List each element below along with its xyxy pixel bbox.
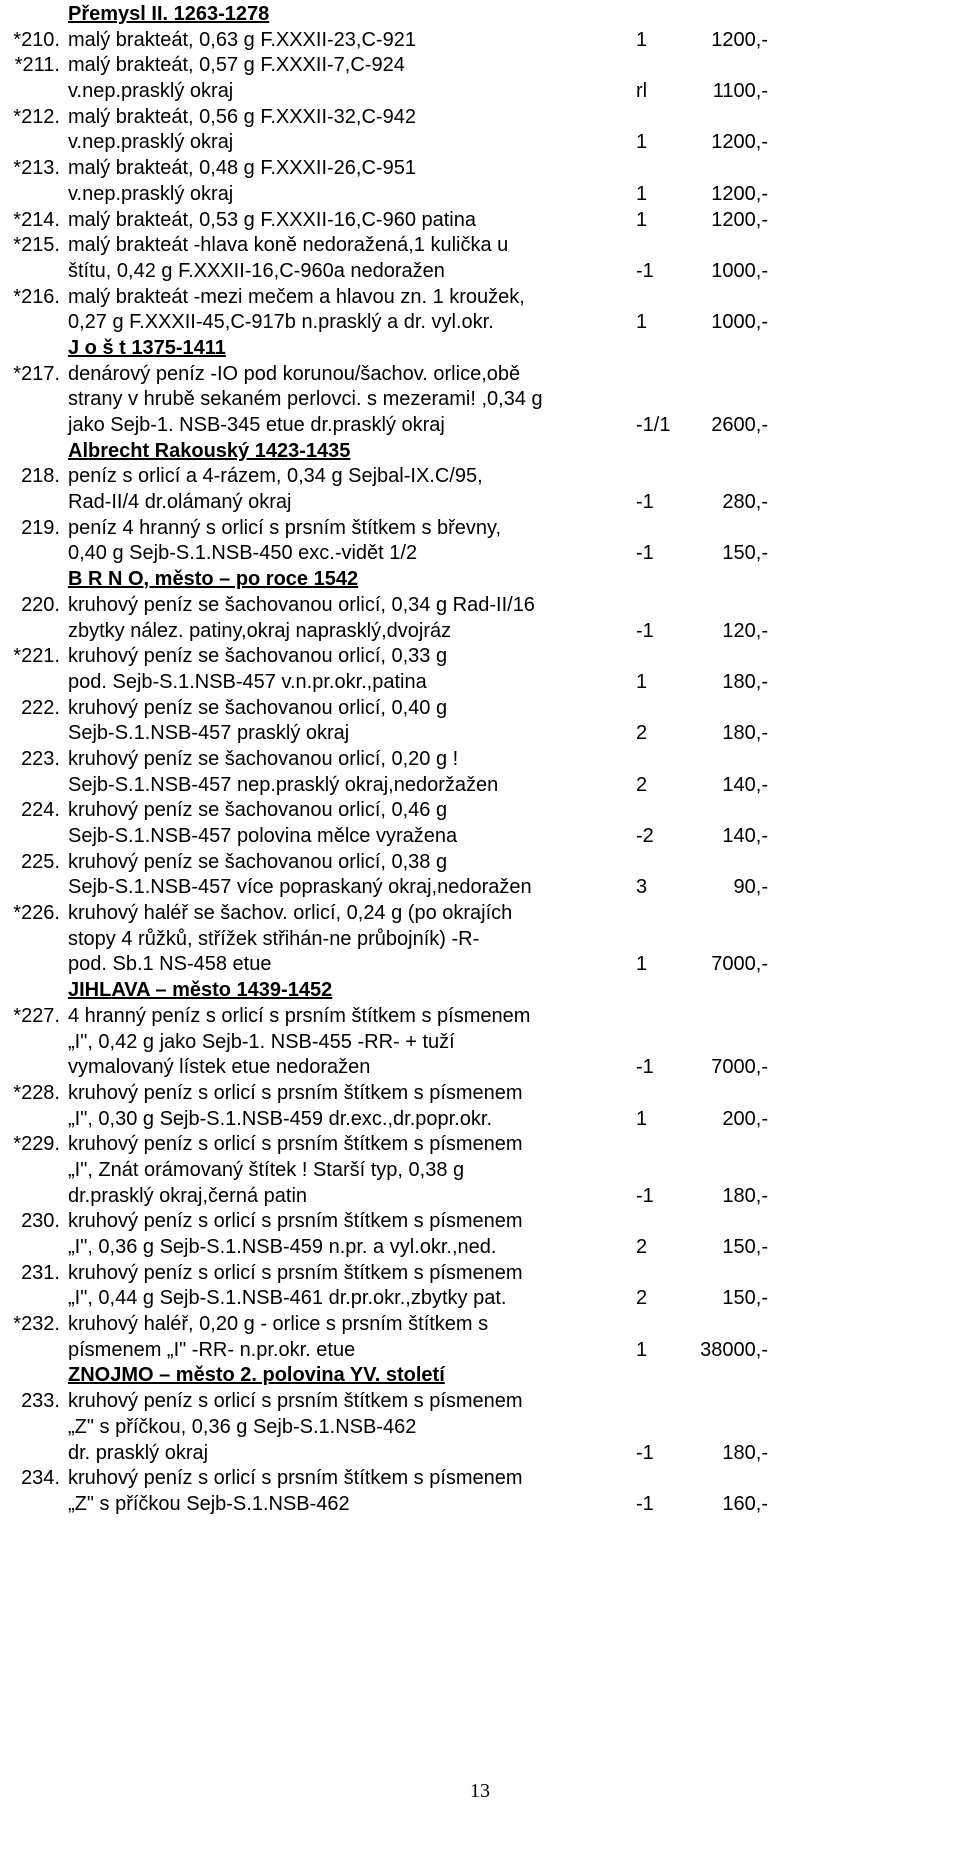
catalog-line bbox=[0, 79, 960, 105]
price: 1200,- bbox=[711, 28, 768, 51]
item-description: „Z" s příčkou, 0,36 g Sejb-S.1.NSB-462 bbox=[68, 1415, 417, 1438]
item-description: jako Sejb-1. NSB-345 etue dr.prasklý okraj bbox=[68, 414, 445, 436]
price: 200,- bbox=[722, 1107, 768, 1130]
item-description: malý brakteát -hlava koně nedoražená,1 kulička u bbox=[68, 234, 509, 257]
section-heading-text: B R N O, město – po roce 1542 bbox=[68, 568, 359, 591]
item-description: zbytky nález. patiny,okraj naprasklý,dvojráz bbox=[68, 619, 452, 642]
item-description: malý brakteát -mezi mečem a hlavou zn. 1 kroužek, bbox=[68, 285, 525, 308]
quality-grade: 1 bbox=[636, 208, 648, 231]
quality-grade: 1 bbox=[636, 131, 648, 154]
item-description: malý brakteát, 0,57 g F.XXXII-7,C-924 bbox=[68, 54, 405, 77]
lot-number: *232. bbox=[13, 1313, 60, 1336]
catalog-line bbox=[0, 362, 960, 388]
item-description: malý brakteát, 0,53 g F.XXXII-16,C-960 patina bbox=[68, 208, 476, 231]
price: 180,- bbox=[722, 722, 768, 745]
price: 180,- bbox=[722, 1441, 768, 1464]
item-description: 0,40 g Sejb-S.1.NSB-450 exc.-vidět 1/2 bbox=[68, 542, 418, 565]
quality-grade: -1 bbox=[636, 1441, 654, 1464]
quality-grade: -1 bbox=[636, 1492, 654, 1515]
item-description: kruhový peníz se šachovanou orlicí, 0,40 g bbox=[68, 696, 448, 719]
catalog-line bbox=[0, 1415, 960, 1441]
item-description: strany v hrubě sekaném perlovci. s mezerami! ,0,34 g bbox=[68, 388, 543, 411]
item-description: malý brakteát, 0,63 g F.XXXII-23,C-921 bbox=[68, 28, 416, 51]
catalog-line bbox=[0, 1312, 960, 1338]
price: 1000,- bbox=[711, 311, 768, 334]
lot-number: *216. bbox=[13, 285, 60, 308]
catalog-line bbox=[0, 850, 960, 876]
catalog-line bbox=[0, 490, 960, 516]
item-description: kruhový haléř, 0,20 g - orlice s prsním štítkem s bbox=[68, 1313, 489, 1336]
quality-grade: 3 bbox=[636, 876, 648, 899]
quality-grade: rl bbox=[636, 80, 648, 103]
lot-number: 220. bbox=[21, 593, 60, 616]
catalog-line bbox=[0, 901, 960, 927]
catalog-line bbox=[0, 1030, 960, 1056]
catalog-line bbox=[0, 413, 960, 439]
item-description: kruhový peníz s orlicí s prsním štítkem s písmenem bbox=[68, 1390, 523, 1413]
price: 150,- bbox=[722, 1287, 768, 1310]
item-description: malý brakteát, 0,56 g F.XXXII-32,C-942 bbox=[68, 105, 416, 128]
catalog-line bbox=[0, 1441, 960, 1467]
catalog-line bbox=[0, 875, 960, 901]
item-description: kruhový peníz se šachovanou orlicí, 0,46 g bbox=[68, 799, 448, 822]
item-description: kruhový peníz se šachovanou orlicí, 0,20 g ! bbox=[68, 747, 459, 770]
catalog-line bbox=[0, 773, 960, 799]
price: 90,- bbox=[733, 876, 768, 899]
quality-grade: 2 bbox=[636, 1287, 648, 1310]
quality-grade: 1 bbox=[636, 670, 648, 693]
item-description: dr. prasklý okraj bbox=[68, 1441, 209, 1464]
catalog-line bbox=[0, 1209, 960, 1235]
lot-number: *215. bbox=[13, 234, 60, 257]
lot-number: 219. bbox=[21, 516, 60, 539]
price: 38000,- bbox=[700, 1338, 768, 1361]
section-heading bbox=[0, 1363, 960, 1389]
catalog-line bbox=[0, 464, 960, 490]
item-description: malý brakteát, 0,48 g F.XXXII-26,C-951 bbox=[68, 157, 416, 180]
catalog-line bbox=[0, 208, 960, 234]
quality-grade: -1 bbox=[636, 1184, 654, 1207]
price: 7000,- bbox=[711, 1056, 768, 1079]
catalog-line bbox=[0, 696, 960, 722]
quality-grade: 2 bbox=[636, 722, 648, 745]
lot-number: *213. bbox=[13, 157, 60, 180]
lot-number: 230. bbox=[21, 1210, 60, 1233]
item-description: „I", 0,36 g Sejb-S.1.NSB-459 n.pr. a vyl.okr.,ned. bbox=[68, 1236, 497, 1258]
item-description: 0,27 g F.XXXII-45,C-917b n.prasklý a dr. vyl.okr. bbox=[68, 311, 494, 334]
lot-number: 233. bbox=[21, 1390, 60, 1413]
quality-grade: -1/1 bbox=[636, 414, 671, 436]
price: 160,- bbox=[722, 1492, 768, 1515]
item-description: 4 hranný peníz s orlicí s prsním štítkem s písmenem bbox=[68, 1004, 531, 1027]
catalog-line bbox=[0, 541, 960, 567]
item-description: v.nep.prasklý okraj bbox=[68, 131, 234, 154]
lot-number: *228. bbox=[13, 1081, 60, 1104]
price: 7000,- bbox=[711, 953, 768, 976]
catalog-line bbox=[0, 1492, 960, 1518]
catalog-line bbox=[0, 619, 960, 645]
catalog-line bbox=[0, 156, 960, 182]
item-description: kruhový haléř se šachov. orlicí, 0,24 g (po okrajích bbox=[68, 902, 513, 925]
item-description: vymalovaný lístek etue nedoražen bbox=[68, 1056, 371, 1079]
price: 150,- bbox=[722, 1236, 768, 1258]
catalog-line bbox=[0, 952, 960, 978]
catalog-line bbox=[0, 1107, 960, 1133]
page-number: 13 bbox=[470, 1780, 490, 1802]
price: 180,- bbox=[722, 1184, 768, 1207]
item-description: štítu, 0,42 g F.XXXII-16,C-960a nedoražen bbox=[68, 259, 445, 282]
lot-number: *212. bbox=[13, 105, 60, 128]
price: 1200,- bbox=[711, 208, 768, 231]
price: 1100,- bbox=[712, 80, 768, 103]
section-heading-text: JIHLAVA – město 1439-1452 bbox=[68, 979, 333, 1002]
catalog-line bbox=[0, 259, 960, 285]
item-description: kruhový peníz se šachovanou orlicí, 0,34 g Rad-II/16 bbox=[68, 593, 535, 616]
item-description: kruhový peníz se šachovanou orlicí, 0,33 g bbox=[68, 645, 448, 668]
catalog-line bbox=[0, 387, 960, 413]
lot-number: *226. bbox=[13, 902, 60, 925]
section-heading bbox=[0, 567, 960, 593]
price: 150,- bbox=[722, 542, 768, 565]
catalog-line bbox=[0, 1261, 960, 1287]
quality-grade: 1 bbox=[636, 953, 648, 976]
quality-grade: 1 bbox=[636, 28, 648, 51]
lot-number: *210. bbox=[13, 28, 60, 51]
quality-grade: -1 bbox=[636, 259, 654, 282]
section-heading bbox=[0, 439, 960, 465]
price: 120,- bbox=[722, 619, 768, 642]
catalog-line bbox=[0, 1158, 960, 1184]
section-heading-text: Albrecht Rakouský 1423-1435 bbox=[68, 439, 351, 462]
lot-number: *211. bbox=[14, 54, 60, 77]
catalog-line bbox=[0, 1235, 960, 1261]
item-description: „Z" s příčkou Sejb-S.1.NSB-462 bbox=[68, 1492, 350, 1515]
item-description: pod. Sejb-S.1.NSB-457 v.n.pr.okr.,patina bbox=[68, 670, 427, 693]
item-description: pod. Sb.1 NS-458 etue bbox=[68, 953, 272, 976]
item-description: kruhový peníz se šachovanou orlicí, 0,38 g bbox=[68, 850, 448, 873]
quality-grade: 2 bbox=[636, 773, 648, 796]
catalog-line bbox=[0, 516, 960, 542]
catalog-line bbox=[0, 1132, 960, 1158]
quality-grade: 2 bbox=[636, 1236, 648, 1258]
item-description: stopy 4 růžků, střížek střihán-ne průbojník) -R- bbox=[68, 927, 480, 950]
quality-grade: -2 bbox=[636, 825, 654, 847]
catalog-line bbox=[0, 927, 960, 953]
catalog-line bbox=[0, 1389, 960, 1415]
item-description: kruhový peníz s orlicí s prsním štítkem s písmenem bbox=[68, 1210, 523, 1233]
section-heading-text: J o š t 1375-1411 bbox=[68, 336, 226, 359]
quality-grade: 1 bbox=[636, 1107, 648, 1130]
item-description: „I", Znát orámovaný štítek ! Starší typ, 0,38 g bbox=[68, 1158, 465, 1181]
lot-number: *229. bbox=[13, 1133, 60, 1156]
quality-grade: 1 bbox=[636, 1338, 648, 1361]
catalog-line bbox=[0, 285, 960, 311]
quality-grade: -1 bbox=[636, 542, 654, 565]
price: 2600,- bbox=[711, 414, 768, 436]
lot-number: 223. bbox=[21, 747, 60, 770]
price: 140,- bbox=[722, 773, 768, 796]
item-description: Sejb-S.1.NSB-457 prasklý okraj bbox=[68, 722, 350, 745]
catalog-line bbox=[0, 53, 960, 79]
lot-number: 218. bbox=[21, 465, 60, 488]
catalog-line bbox=[0, 1184, 960, 1210]
catalog-line bbox=[0, 105, 960, 131]
catalog-line bbox=[0, 747, 960, 773]
catalog-line bbox=[0, 233, 960, 259]
catalog-line bbox=[0, 1466, 960, 1492]
lot-number: 234. bbox=[21, 1467, 60, 1490]
item-description: kruhový peníz s orlicí s prsním štítkem s písmenem bbox=[68, 1467, 523, 1490]
item-description: kruhový peníz s orlicí s prsním štítkem s písmenem bbox=[68, 1081, 523, 1104]
catalog-line bbox=[0, 644, 960, 670]
catalog-line bbox=[0, 670, 960, 696]
lot-number: *227. bbox=[13, 1004, 60, 1027]
lot-number: *221. bbox=[13, 645, 60, 668]
item-description: denárový peníz -IO pod korunou/šachov. orlice,obě bbox=[68, 362, 521, 385]
lot-number: 222. bbox=[21, 696, 60, 719]
catalog-line bbox=[0, 721, 960, 747]
catalog-line bbox=[0, 1286, 960, 1312]
section-heading-text: ZNOJMO – město 2. polovina YV. století bbox=[68, 1364, 445, 1387]
price: 1200,- bbox=[711, 131, 768, 154]
catalog-line bbox=[0, 310, 960, 336]
quality-grade: -1 bbox=[636, 1056, 654, 1079]
price: 280,- bbox=[722, 491, 768, 514]
item-description: kruhový peníz s orlicí s prsním štítkem s písmenem bbox=[68, 1261, 523, 1284]
item-description: peníz 4 hranný s orlicí s prsním štítkem s břevny, bbox=[68, 516, 502, 539]
catalog-line bbox=[0, 593, 960, 619]
item-description: v.nep.prasklý okraj bbox=[68, 182, 234, 205]
item-description: dr.prasklý okraj,černá patin bbox=[68, 1184, 308, 1207]
section-heading bbox=[0, 336, 960, 362]
quality-grade: 1 bbox=[636, 182, 648, 205]
item-description: v.nep.prasklý okraj bbox=[68, 80, 234, 103]
item-description: Sejb-S.1.NSB-457 více popraskaný okraj,nedoražen bbox=[68, 876, 532, 899]
lot-number: *214. bbox=[13, 208, 60, 231]
catalog-line bbox=[0, 824, 960, 850]
price: 1200,- bbox=[711, 182, 768, 205]
quality-grade: -1 bbox=[636, 491, 654, 514]
section-heading bbox=[0, 2, 960, 28]
catalog-line bbox=[0, 1081, 960, 1107]
item-description: „I", 0,44 g Sejb-S.1.NSB-461 dr.pr.okr.,zbytky pat. bbox=[68, 1287, 507, 1310]
catalog-page bbox=[0, 2, 960, 1518]
price: 180,- bbox=[722, 670, 768, 693]
catalog-line bbox=[0, 798, 960, 824]
item-description: kruhový peníz s orlicí s prsním štítkem s písmenem bbox=[68, 1133, 523, 1156]
item-description: písmenem „I" -RR- n.pr.okr. etue bbox=[68, 1338, 356, 1361]
catalog-line bbox=[0, 182, 960, 208]
lot-number: 224. bbox=[21, 799, 60, 822]
section-heading-text: Přemysl II. 1263-1278 bbox=[68, 3, 270, 25]
catalog-line bbox=[0, 130, 960, 156]
item-description: Sejb-S.1.NSB-457 polovina mělce vyražena bbox=[68, 825, 458, 847]
catalog-line bbox=[0, 1004, 960, 1030]
item-description: Rad-II/4 dr.olámaný okraj bbox=[68, 491, 292, 514]
item-description: Sejb-S.1.NSB-457 nep.prasklý okraj,nedoržažen bbox=[68, 773, 499, 796]
price: 1000,- bbox=[711, 259, 768, 282]
item-description: „I", 0,30 g Sejb-S.1.NSB-459 dr.exc.,dr.popr.okr. bbox=[68, 1107, 492, 1130]
quality-grade: 1 bbox=[636, 311, 648, 334]
lot-number: 225. bbox=[21, 850, 60, 873]
catalog-line bbox=[0, 1338, 960, 1364]
catalog-line bbox=[0, 1055, 960, 1081]
price: 140,- bbox=[722, 825, 768, 847]
catalog-line bbox=[0, 28, 960, 54]
lot-number: 231. bbox=[21, 1261, 60, 1284]
lot-number: *217. bbox=[13, 362, 60, 385]
item-description: peníz s orlicí a 4-rázem, 0,34 g Sejbal-IX.C/95, bbox=[68, 465, 483, 488]
item-description: „I", 0,42 g jako Sejb-1. NSB-455 -RR- + tuží bbox=[68, 1030, 455, 1053]
section-heading bbox=[0, 978, 960, 1004]
quality-grade: -1 bbox=[636, 619, 654, 642]
